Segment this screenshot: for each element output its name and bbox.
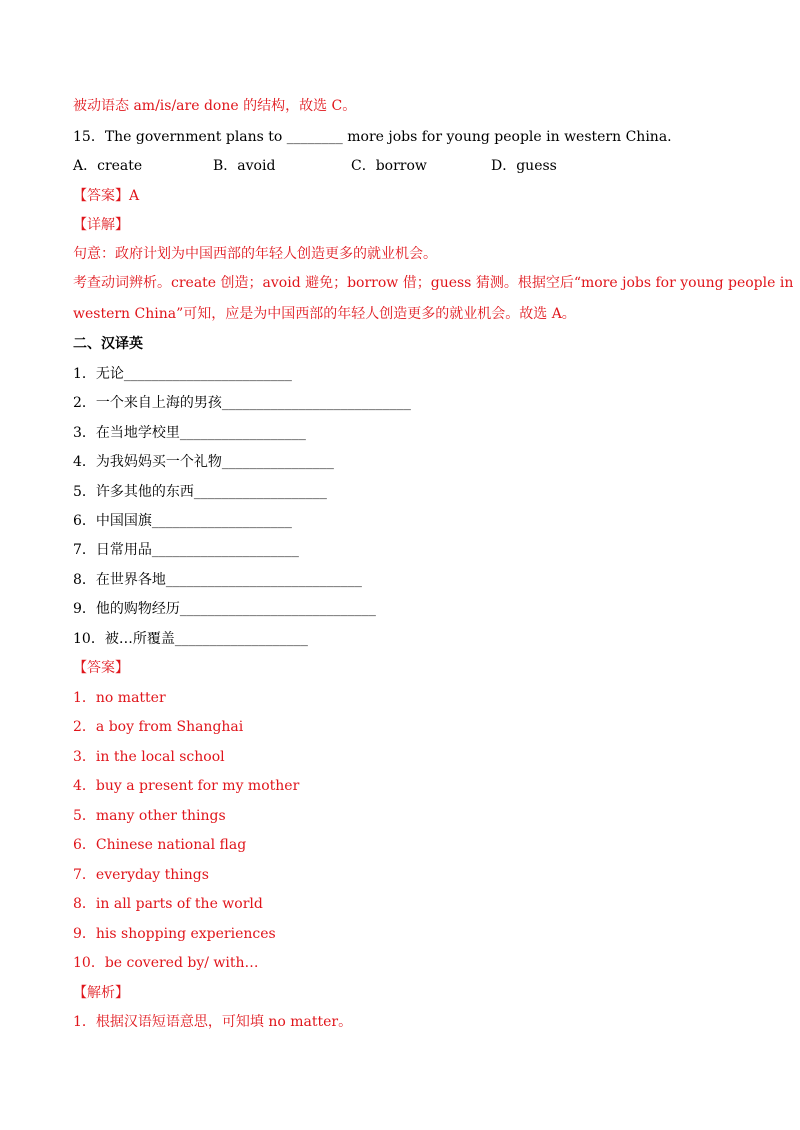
translation-item-3: 3．在当地学校里__________________ xyxy=(73,425,306,441)
translation-item-4: 4．为我妈妈买一个礼物________________ xyxy=(73,454,334,470)
question-15-stem: 15．The government plans to ________ more jobs for young people in western China. xyxy=(73,129,672,145)
option-d: D．guess xyxy=(491,158,557,174)
answer-item-9: 9．his shopping experiences xyxy=(73,926,276,942)
option-c: C．borrow xyxy=(351,158,427,174)
question-15-answer: 【答案】A xyxy=(73,188,140,204)
translation-item-1: 1．无论________________________ xyxy=(73,366,292,382)
question-15-analysis-line-2: western China”可知，应是为中国西部的年轻人创造更多的就业机会。故选 A。 xyxy=(73,306,576,322)
answer-item-4: 4．buy a present for my mother xyxy=(73,778,300,794)
translation-item-8: 8．在世界各地____________________________ xyxy=(73,572,362,588)
previous-explanation: 被动语态 am/is/are done 的结构，故选 C。 xyxy=(73,98,357,114)
translation-item-7: 7．日常用品_____________________ xyxy=(73,542,299,558)
translation-item-6: 6．中国国旗____________________ xyxy=(73,513,292,529)
answer-item-7: 7．everyday things xyxy=(73,867,209,883)
section-2-analysis-first: 1．根据汉语短语意思，可知填 no matter。 xyxy=(73,1014,353,1030)
question-15-analysis-line-1: 考查动词辨析。create 创造；avoid 避免；borrow 借；guess 猜测。根据空后“more jobs for young people in xyxy=(73,275,794,291)
answer-item-6: 6．Chinese national flag xyxy=(73,837,247,853)
section-2-answer-header: 【答案】 xyxy=(73,660,129,676)
section-2-title: 二、汉译英 xyxy=(73,336,143,352)
translation-item-2: 2．一个来自上海的男孩___________________________ xyxy=(73,395,411,411)
answer-item-1: 1．no matter xyxy=(73,690,166,706)
answer-item-2: 2．a boy from Shanghai xyxy=(73,719,244,735)
option-a: A．create xyxy=(73,158,143,174)
question-15-detail-header: 【详解】 xyxy=(73,217,129,233)
option-b: B．avoid xyxy=(213,158,276,174)
section-2-analysis-header: 【解析】 xyxy=(73,985,129,1001)
answer-item-3: 3．in the local school xyxy=(73,749,225,765)
answer-item-10: 10．be covered by/ with… xyxy=(73,955,259,971)
translation-item-10: 10．被…所覆盖___________________ xyxy=(73,631,308,647)
translation-item-5: 5．许多其他的东西___________________ xyxy=(73,484,327,500)
answer-item-5: 5．many other things xyxy=(73,808,226,824)
translation-item-9: 9．他的购物经历____________________________ xyxy=(73,601,376,617)
question-15-meaning: 句意：政府计划为中国西部的年轻人创造更多的就业机会。 xyxy=(73,246,437,262)
answer-item-8: 8．in all parts of the world xyxy=(73,896,263,912)
